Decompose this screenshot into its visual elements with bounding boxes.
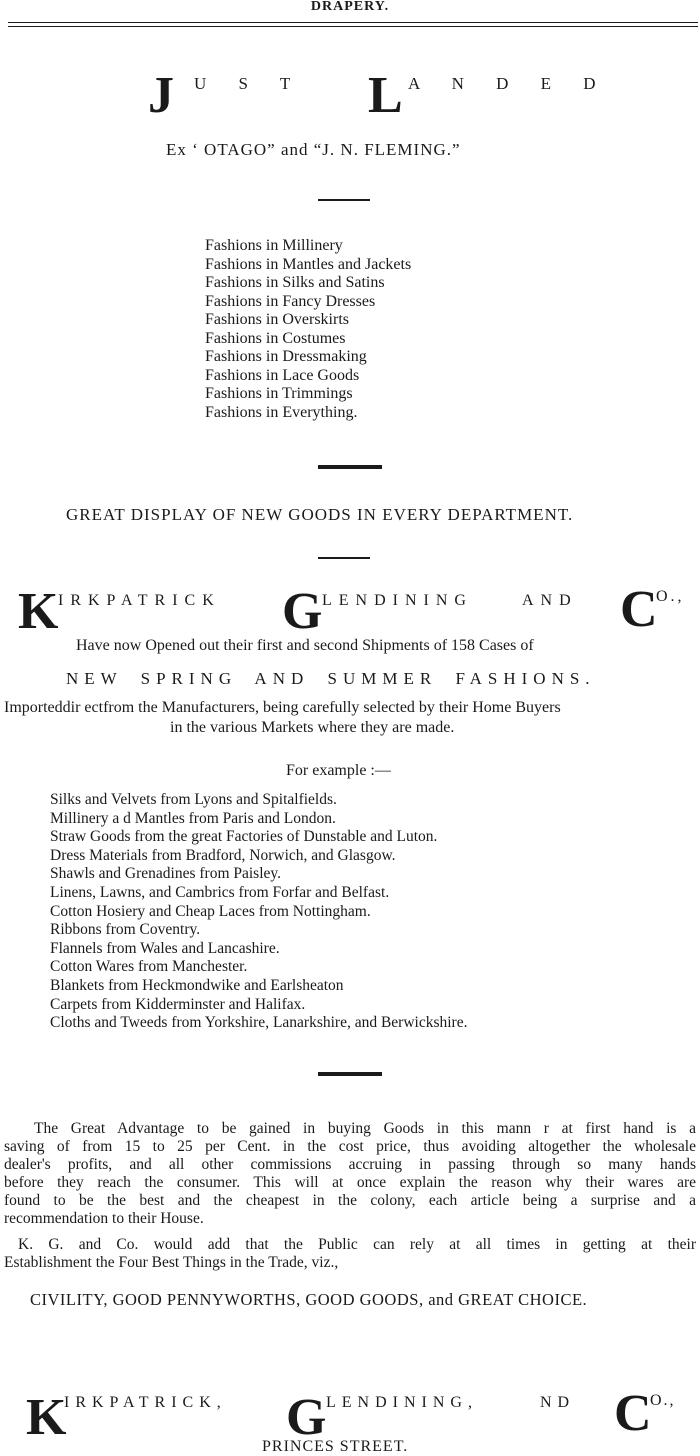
paragraph-line: K. G. and Co. would add that the Public can rely at all times in getting at their — [18, 1236, 696, 1253]
list-item: Fashions in Lace Goods — [205, 366, 360, 384]
paragraph-line: found to be the best and the cheapest in the colony, each article being a surprise and a — [4, 1192, 696, 1209]
list-item: Shawls and Grenadines from Paisley. — [50, 865, 282, 883]
headline-initial-l: L — [368, 67, 403, 124]
great-display-line: GREAT DISPLAY OF NEW GOODS IN EVERY DEPARTMENT. — [66, 505, 574, 524]
address-line: PRINCES STREET. — [262, 1438, 409, 1455]
list-item: Carpets from Kidderminster and Halifax. — [50, 995, 306, 1013]
list-item: Dress Materials from Bradford, Norwich, and Glasgow. — [50, 846, 396, 864]
list-item: Fashions in Fancy Dresses — [205, 292, 376, 310]
paragraph-line: Establishment the Four Best Things in the Trade, viz., — [4, 1254, 339, 1271]
firm-glendining: LENDINING — [322, 592, 473, 609]
list-item: Linens, Lawns, and Cambrics from Forfar and Belfast. — [50, 883, 390, 901]
divider — [318, 199, 370, 201]
examples-list — [50, 791, 467, 1033]
civility-line: CIVILITY, GOOD PENNYWORTHS, GOOD GOODS, and GREAT CHOICE. — [30, 1290, 588, 1309]
new-spring-line: NEW SPRING AND SUMMER FASHIONS. — [66, 669, 596, 688]
list-item: Fashions in Mantles and Jackets — [205, 255, 412, 273]
list-item: Fashions in Everything. — [205, 403, 358, 421]
list-item: Fashions in Silks and Satins — [205, 274, 385, 291]
firm-and: ND — [540, 1394, 576, 1411]
firm-co: O., — [650, 1392, 676, 1409]
list-item: Cloths and Tweeds from Yorkshire, Lanarkshire, and Berwickshire. — [50, 1014, 468, 1032]
advantage-paragraph — [4, 1120, 696, 1228]
list-item: Cotton Hosiery and Cheap Laces from Nottingham. — [50, 902, 371, 920]
list-item: Blankets from Heckmondwike and Earlsheaton — [50, 976, 344, 994]
headline-landed: A N D E D — [408, 74, 610, 93]
imported-line-1: Importeddir ectfrom the Manufacturers, being carefully selected by their Home Buyers — [4, 699, 561, 716]
paragraph-line: recommendation to their House. — [4, 1210, 204, 1227]
paragraph-line: dealer's profits, and all other commissions accruing in passing through so many hands — [4, 1156, 696, 1173]
divider-thick — [318, 1072, 382, 1076]
list-item: Fashions in Dressmaking — [205, 348, 367, 365]
header-rule-2 — [8, 26, 698, 27]
firm-initial-g: G — [282, 583, 323, 640]
header-rule — [8, 22, 698, 23]
paragraph-line: The Great Advantage to be gained in buying Goods in this mann r at first hand is a — [34, 1120, 696, 1137]
list-item: Fashions in Overskirts — [205, 311, 349, 328]
section-heading: DRAPERY. — [310, 0, 390, 14]
firm-initial-c: C — [620, 581, 658, 638]
paragraph-line: before they reach the consumer. This will at once explain the reason why their wares are — [4, 1174, 696, 1191]
list-item: Cotton Wares from Manchester. — [50, 958, 248, 976]
firm-glendining: LENDINING, — [326, 1394, 478, 1411]
firm-initial-c: C — [614, 1385, 652, 1442]
list-item: Millinery a d Mantles from Paris and London. — [50, 809, 336, 827]
firm-initial-g: G — [286, 1389, 327, 1446]
kgc-paragraph — [4, 1236, 696, 1272]
firm-initial-k: K — [18, 583, 59, 640]
headline-initial-j: J — [148, 67, 174, 124]
firm-co: O., — [656, 588, 685, 605]
for-example: For example :— — [286, 762, 391, 779]
firm-and: AND — [522, 592, 578, 609]
list-item: Straw Goods from the great Factories of Dunstable and Luton. — [50, 828, 438, 846]
firm-initial-k: K — [26, 1389, 67, 1446]
list-item: Ribbons from Coventry. — [50, 921, 201, 939]
list-item: Flannels from Wales and Lancashire. — [50, 939, 280, 957]
headline-just: U S T — [194, 74, 305, 93]
list-item: Fashions in Millinery — [205, 237, 343, 254]
imported-line-2: in the various Markets where they are made. — [170, 719, 455, 736]
fashions-list — [205, 237, 411, 422]
firm-kirkpatrick: IRKPATRICK — [58, 592, 221, 609]
divider-thick — [318, 465, 382, 469]
divider — [318, 557, 370, 559]
opened-line: Have now Opened out their first and second Shipments of 158 Cases of — [76, 637, 534, 654]
ex-ships-line: Ex ‘ OTAGO” and “J. N. FLEMING.” — [166, 140, 461, 159]
paragraph-line: saving of from 15 to 25 per Cent. in the cost price, thus avoiding altogether the wholesale — [4, 1138, 696, 1155]
list-item: Silks and Velvets from Lyons and Spitalfields. — [50, 791, 337, 808]
firm-kirkpatrick: IRKPATRICK, — [64, 1394, 227, 1411]
list-item: Fashions in Costumes — [205, 329, 346, 347]
list-item: Fashions in Trimmings — [205, 385, 353, 402]
